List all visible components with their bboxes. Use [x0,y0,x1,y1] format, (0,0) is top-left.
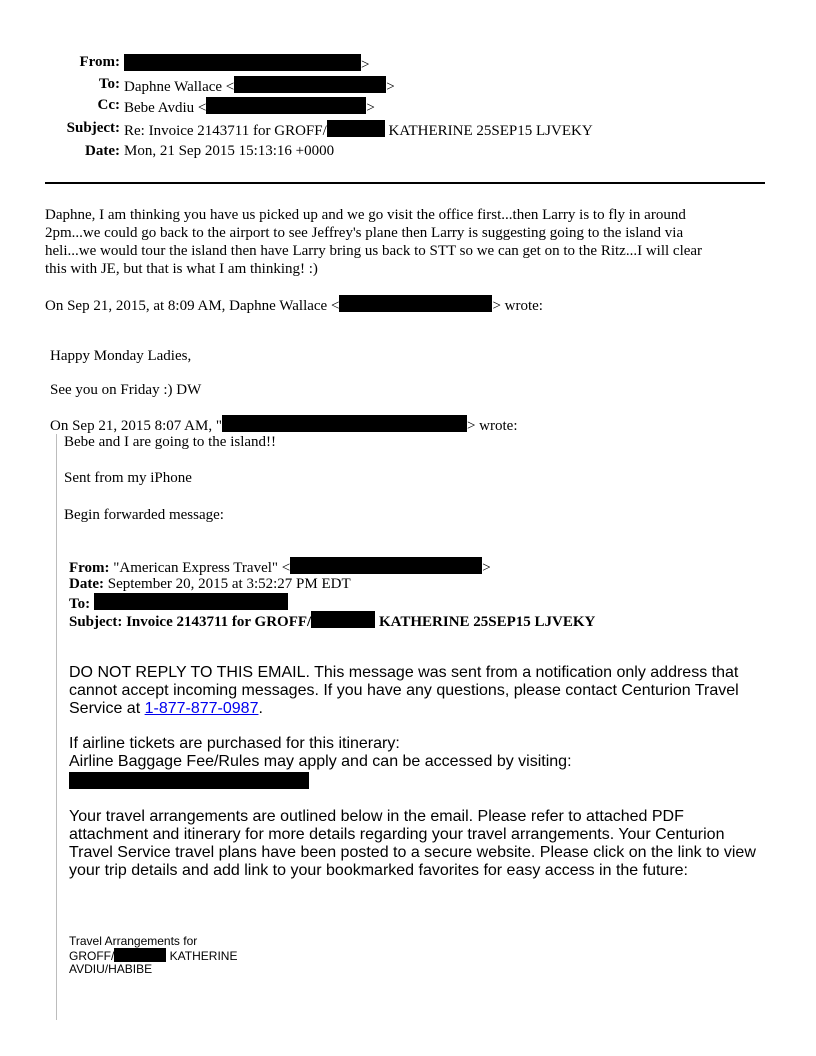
traveler-name: GROFF/ KATHERINE [69,949,238,963]
quote-bar [56,434,57,1020]
subject-label: Subject: [66,120,120,136]
from-label: From: [79,54,120,70]
redacted-forwarded-from [290,557,482,574]
sent-from-signature: Sent from my iPhone [64,470,192,486]
traveler-name: AVDIU/HABIBE [69,962,153,976]
redacted-attribution-address [339,295,492,312]
subject-value: Re: Invoice 2143711 for GROFF/ KATHERINE 25SEP15 LJVEKY [124,120,593,140]
forwarded-subject-row: Subject: Invoice 2143711 for GROFF/ KATHERINE 25SEP15 LJVEKY [69,611,595,631]
redacted-cc-address [206,97,366,114]
redacted-subject-name [327,120,385,137]
cc-label: Cc: [97,97,120,113]
redacted-forwarded-to [94,593,288,610]
date-label: Date: [85,143,120,159]
forwarded-to-row: To: [69,593,288,613]
redacted-from-address [124,54,361,71]
forwarded-from-row: From: "American Express Travel" < > [69,557,491,577]
begin-forwarded: Begin forwarded message: [64,507,224,523]
reply-attribution: On Sep 21, 2015, at 8:09 AM, Daphne Wallace < > wrote: [45,295,543,315]
quoted-line: Bebe and I are going to the island!! [64,434,277,450]
header-divider [45,182,765,184]
redacted-to-address [234,76,386,93]
redacted-baggage-link [69,772,309,789]
to-value: Daphne Wallace < > [124,76,395,96]
redacted-forwarded-subject-name [311,611,375,628]
redacted-quoted-sender [222,415,467,432]
quoted-greeting: Happy Monday Ladies, [50,348,192,364]
forwarded-date-row: Date: September 20, 2015 at 3:52:27 PM EDT [69,576,351,592]
redacted-traveler-name [114,948,166,962]
travelers-heading: Travel Arrangements for [69,934,198,948]
quoted-signoff: See you on Friday :) DW [50,382,202,398]
cc-value: Bebe Avdiu < > [124,97,375,117]
phone-link[interactable]: 1-877-877-0987 [144,700,259,717]
to-label: To: [98,76,120,92]
quoted-attribution: On Sep 21, 2015 8:07 AM, " > wrote: [50,415,518,435]
date-value: Mon, 21 Sep 2015 15:13:16 +0000 [124,143,335,159]
from-value: > [124,54,369,74]
